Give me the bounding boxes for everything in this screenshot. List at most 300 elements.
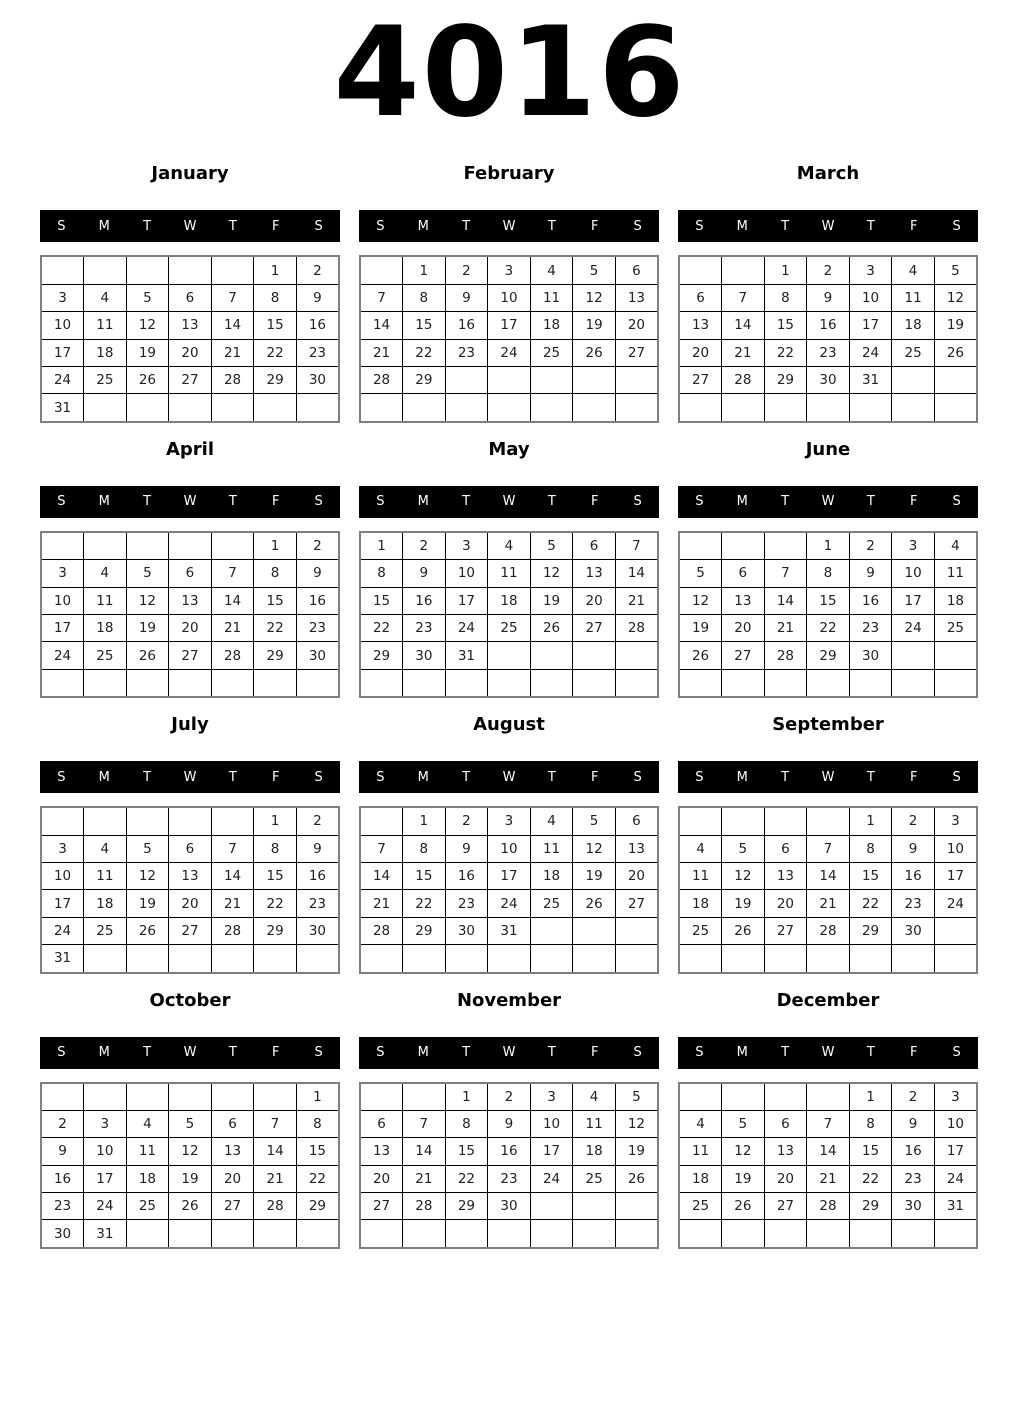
weekday-label: S [952,769,961,785]
day-cell: 28 [211,917,254,944]
day-cell: 1 [445,1083,488,1111]
weekday-label: T [547,218,556,234]
day-cell: 15 [254,587,297,614]
day-cell: 9 [445,284,488,311]
empty-day-cell [934,394,977,422]
month-june [678,439,978,698]
weekday-header-bar [40,1037,340,1069]
empty-day-cell [764,807,807,835]
week-row [679,862,977,889]
day-cell: 9 [849,560,892,587]
weekday-label: M [417,769,429,785]
week-row [679,394,977,422]
week-row [360,367,658,394]
day-cell: 5 [573,256,616,284]
month-title: July [171,714,209,736]
day-cell: 14 [403,1138,446,1165]
day-cell: 11 [892,284,935,311]
day-cell: 27 [722,642,765,669]
day-cell: 17 [892,587,935,614]
day-cell: 5 [126,284,169,311]
day-cell: 11 [679,1138,722,1165]
month-title: August [473,714,545,736]
week-row [41,339,339,366]
day-cell: 27 [360,1193,403,1220]
week-row [360,945,658,973]
day-cell: 1 [403,807,446,835]
week-row [41,1165,339,1192]
day-cell: 29 [360,642,403,669]
day-cell: 26 [679,642,722,669]
empty-day-cell [445,394,488,422]
day-cell: 12 [530,560,573,587]
week-row [41,862,339,889]
empty-day-cell [807,669,850,697]
day-cell: 29 [296,1193,339,1220]
day-cell: 17 [84,1165,127,1192]
day-cell: 27 [211,1193,254,1220]
day-cell: 24 [41,642,84,669]
day-cell: 3 [849,256,892,284]
day-cell: 16 [296,862,339,889]
week-row [360,560,658,587]
weekday-label: S [376,218,385,234]
day-cell: 15 [403,312,446,339]
day-cell: 4 [488,532,531,560]
week-row [360,917,658,944]
empty-day-cell [445,945,488,973]
day-cell: 10 [41,587,84,614]
empty-day-cell [84,1083,127,1111]
day-cell: 3 [488,807,531,835]
empty-day-cell [722,1083,765,1111]
empty-day-cell [764,532,807,560]
empty-day-cell [211,807,254,835]
day-cell: 16 [807,312,850,339]
weekday-header-bar [678,761,978,793]
empty-day-cell [445,367,488,394]
week-row [41,1083,339,1111]
week-row [360,862,658,889]
day-cell: 5 [126,835,169,862]
weekday-header-bar [40,486,340,518]
empty-day-cell [722,1220,765,1248]
empty-day-cell [169,256,212,284]
year-title: 4016 [333,1,687,145]
empty-day-cell [573,367,616,394]
day-cell: 18 [84,339,127,366]
day-cell: 28 [807,1193,850,1220]
day-cell: 30 [296,642,339,669]
month-title: January [151,163,229,185]
empty-day-cell [573,394,616,422]
day-cell: 23 [445,339,488,366]
weekday-label: F [909,218,918,234]
weekday-header-bar [359,761,659,793]
day-cell: 4 [84,560,127,587]
day-cell: 30 [296,917,339,944]
week-row [679,890,977,917]
day-cell: 15 [849,1138,892,1165]
empty-day-cell [211,256,254,284]
month-march [678,163,978,422]
day-cell: 31 [41,945,84,973]
weekday-label: S [376,1045,385,1060]
days-grid [359,255,659,422]
month-title: June [805,438,851,460]
weekday-label: T [228,494,237,510]
day-cell: 10 [849,284,892,311]
day-cell: 24 [892,614,935,641]
day-cell: 22 [764,339,807,366]
week-row [360,1110,658,1137]
day-cell: 27 [764,1193,807,1220]
day-cell: 28 [403,1193,446,1220]
empty-day-cell [41,532,84,560]
empty-day-cell [126,394,169,422]
day-cell: 19 [679,614,722,641]
empty-day-cell [764,669,807,697]
month-title: November [456,989,562,1011]
days-grid [359,1082,659,1249]
week-row [41,312,339,339]
day-cell: 7 [254,1110,297,1137]
weekday-label: S [376,769,385,785]
day-cell: 24 [488,890,531,917]
day-cell: 20 [615,312,658,339]
day-cell: 30 [41,1220,84,1248]
day-cell: 8 [764,284,807,311]
day-cell: 4 [934,532,977,560]
day-cell: 16 [445,312,488,339]
day-cell: 28 [254,1193,297,1220]
day-cell: 16 [892,862,935,889]
day-cell: 7 [211,560,254,587]
day-cell: 3 [488,256,531,284]
day-cell: 26 [126,367,169,394]
day-cell: 27 [615,890,658,917]
day-cell: 13 [573,560,616,587]
day-cell: 18 [679,1165,722,1192]
day-cell: 20 [169,339,212,366]
day-cell: 9 [488,1110,531,1137]
days-grid [678,1082,978,1249]
day-cell: 23 [296,614,339,641]
day-cell: 16 [403,587,446,614]
weekday-label: M [98,769,110,785]
day-cell: 4 [84,835,127,862]
empty-day-cell [211,394,254,422]
empty-day-cell [360,807,403,835]
empty-day-cell [934,367,977,394]
empty-day-cell [615,917,658,944]
week-row [679,807,977,835]
weekday-label: S [314,769,323,785]
empty-day-cell [722,394,765,422]
day-cell: 15 [254,862,297,889]
weekday-label: S [57,218,66,234]
weekday-label: S [952,1045,961,1060]
day-cell: 10 [41,862,84,889]
empty-day-cell [849,945,892,973]
day-cell: 18 [892,312,935,339]
week-row [41,642,339,669]
week-row [41,807,339,835]
day-cell: 26 [615,1165,658,1192]
empty-day-cell [764,1220,807,1248]
week-row [41,890,339,917]
week-row [41,1110,339,1137]
day-cell: 4 [679,835,722,862]
week-row [360,1138,658,1165]
day-cell: 21 [615,587,658,614]
weekday-label: F [271,1045,280,1060]
month-february [359,163,659,422]
day-cell: 25 [126,1193,169,1220]
empty-day-cell [254,394,297,422]
empty-day-cell [679,532,722,560]
day-cell: 13 [615,835,658,862]
day-cell: 12 [722,1138,765,1165]
week-row [679,1193,977,1220]
day-cell: 25 [84,642,127,669]
weekday-label: W [821,218,835,234]
day-cell: 31 [849,367,892,394]
days-grid [678,806,978,973]
day-cell: 29 [849,917,892,944]
day-cell: 23 [41,1193,84,1220]
empty-day-cell [573,917,616,944]
weekday-label: F [909,1045,918,1060]
day-cell: 6 [764,835,807,862]
day-cell: 29 [849,1193,892,1220]
day-cell: 29 [764,367,807,394]
empty-day-cell [530,917,573,944]
week-row [360,835,658,862]
weekday-label: T [547,1045,556,1060]
day-cell: 26 [126,917,169,944]
day-cell: 24 [934,890,977,917]
day-cell: 10 [892,560,935,587]
empty-day-cell [169,807,212,835]
empty-day-cell [530,1193,573,1220]
weekday-label: W [502,1045,516,1060]
day-cell: 23 [892,1165,935,1192]
empty-day-cell [892,642,935,669]
day-cell: 26 [573,890,616,917]
empty-day-cell [530,1220,573,1248]
day-cell: 27 [615,339,658,366]
empty-day-cell [126,532,169,560]
day-cell: 10 [41,312,84,339]
day-cell: 9 [892,1110,935,1137]
day-cell: 3 [41,560,84,587]
empty-day-cell [573,669,616,697]
week-row [41,532,339,560]
day-cell: 23 [807,339,850,366]
month-december [678,990,978,1249]
day-cell: 14 [360,312,403,339]
weekday-label: S [314,1045,323,1060]
day-cell: 8 [849,1110,892,1137]
day-cell: 28 [360,917,403,944]
empty-day-cell [360,945,403,973]
day-cell: 21 [211,614,254,641]
empty-day-cell [126,807,169,835]
day-cell: 14 [360,862,403,889]
day-cell: 24 [530,1165,573,1192]
week-row [679,367,977,394]
empty-day-cell [615,394,658,422]
day-cell: 3 [41,835,84,862]
weekday-header-bar [678,486,978,518]
empty-day-cell [488,669,531,697]
day-cell: 2 [807,256,850,284]
day-cell: 13 [722,587,765,614]
day-cell: 25 [488,614,531,641]
empty-day-cell [360,394,403,422]
day-cell: 20 [169,890,212,917]
week-row [360,1083,658,1111]
day-cell: 30 [849,642,892,669]
month-april [40,439,340,698]
day-cell: 8 [254,560,297,587]
day-cell: 9 [403,560,446,587]
empty-day-cell [488,1220,531,1248]
day-cell: 19 [126,339,169,366]
weekday-label: T [781,769,790,785]
day-cell: 5 [615,1083,658,1111]
day-cell: 2 [488,1083,531,1111]
empty-day-cell [41,1083,84,1111]
day-cell: 26 [169,1193,212,1220]
day-cell: 10 [530,1110,573,1137]
day-cell: 1 [403,256,446,284]
weekday-header-bar [359,1037,659,1069]
week-row [360,614,658,641]
day-cell: 21 [403,1165,446,1192]
weekday-label: F [271,494,280,510]
day-cell: 31 [445,642,488,669]
day-cell: 2 [445,807,488,835]
day-cell: 28 [615,614,658,641]
empty-day-cell [764,945,807,973]
weekday-label: T [143,218,152,234]
empty-day-cell [84,532,127,560]
weekday-label: W [502,769,516,785]
day-cell: 23 [488,1165,531,1192]
empty-day-cell [360,669,403,697]
day-cell: 2 [849,532,892,560]
day-cell: 8 [296,1110,339,1137]
day-cell: 5 [530,532,573,560]
day-cell: 11 [530,284,573,311]
day-cell: 21 [807,890,850,917]
weekday-label: T [547,494,556,510]
empty-day-cell [445,669,488,697]
empty-day-cell [679,394,722,422]
week-row [679,560,977,587]
day-cell: 8 [849,835,892,862]
weekday-label: F [271,218,280,234]
empty-day-cell [41,807,84,835]
day-cell: 30 [403,642,446,669]
empty-day-cell [679,945,722,973]
empty-day-cell [169,945,212,973]
day-cell: 25 [679,1193,722,1220]
day-cell: 11 [934,560,977,587]
day-cell: 10 [488,835,531,862]
month-september [678,714,978,973]
day-cell: 24 [488,339,531,366]
empty-day-cell [679,807,722,835]
day-cell: 10 [934,835,977,862]
week-row [360,1193,658,1220]
day-cell: 18 [934,587,977,614]
day-cell: 7 [807,1110,850,1137]
day-cell: 8 [807,560,850,587]
day-cell: 3 [445,532,488,560]
day-cell: 30 [296,367,339,394]
weekday-label: T [866,1045,875,1060]
day-cell: 2 [41,1110,84,1137]
week-row [360,642,658,669]
day-cell: 5 [573,807,616,835]
week-row [679,917,977,944]
day-cell: 29 [254,642,297,669]
empty-day-cell [211,1083,254,1111]
empty-day-cell [934,945,977,973]
day-cell: 10 [445,560,488,587]
day-cell: 10 [488,284,531,311]
day-cell: 1 [254,807,297,835]
day-cell: 17 [41,614,84,641]
day-cell: 19 [573,862,616,889]
week-row [679,1138,977,1165]
empty-day-cell [615,669,658,697]
day-cell: 14 [211,312,254,339]
day-cell: 5 [934,256,977,284]
day-cell: 9 [296,560,339,587]
month-title: April [165,438,215,460]
empty-day-cell [722,256,765,284]
day-cell: 30 [807,367,850,394]
weekday-label: W [821,1045,835,1060]
day-cell: 22 [254,614,297,641]
week-row [360,339,658,366]
empty-day-cell [403,1220,446,1248]
week-row [41,560,339,587]
day-cell: 6 [615,256,658,284]
empty-day-cell [934,642,977,669]
day-cell: 27 [764,917,807,944]
weekday-label: T [228,218,237,234]
day-cell: 7 [211,284,254,311]
weekday-label: S [57,769,66,785]
weekday-label: M [417,218,429,234]
empty-day-cell [807,807,850,835]
empty-day-cell [211,1220,254,1248]
day-cell: 2 [296,807,339,835]
day-cell: 1 [807,532,850,560]
day-cell: 12 [126,312,169,339]
empty-day-cell [892,669,935,697]
empty-day-cell [403,945,446,973]
day-cell: 4 [84,284,127,311]
empty-day-cell [488,394,531,422]
empty-day-cell [84,394,127,422]
week-row [679,312,977,339]
